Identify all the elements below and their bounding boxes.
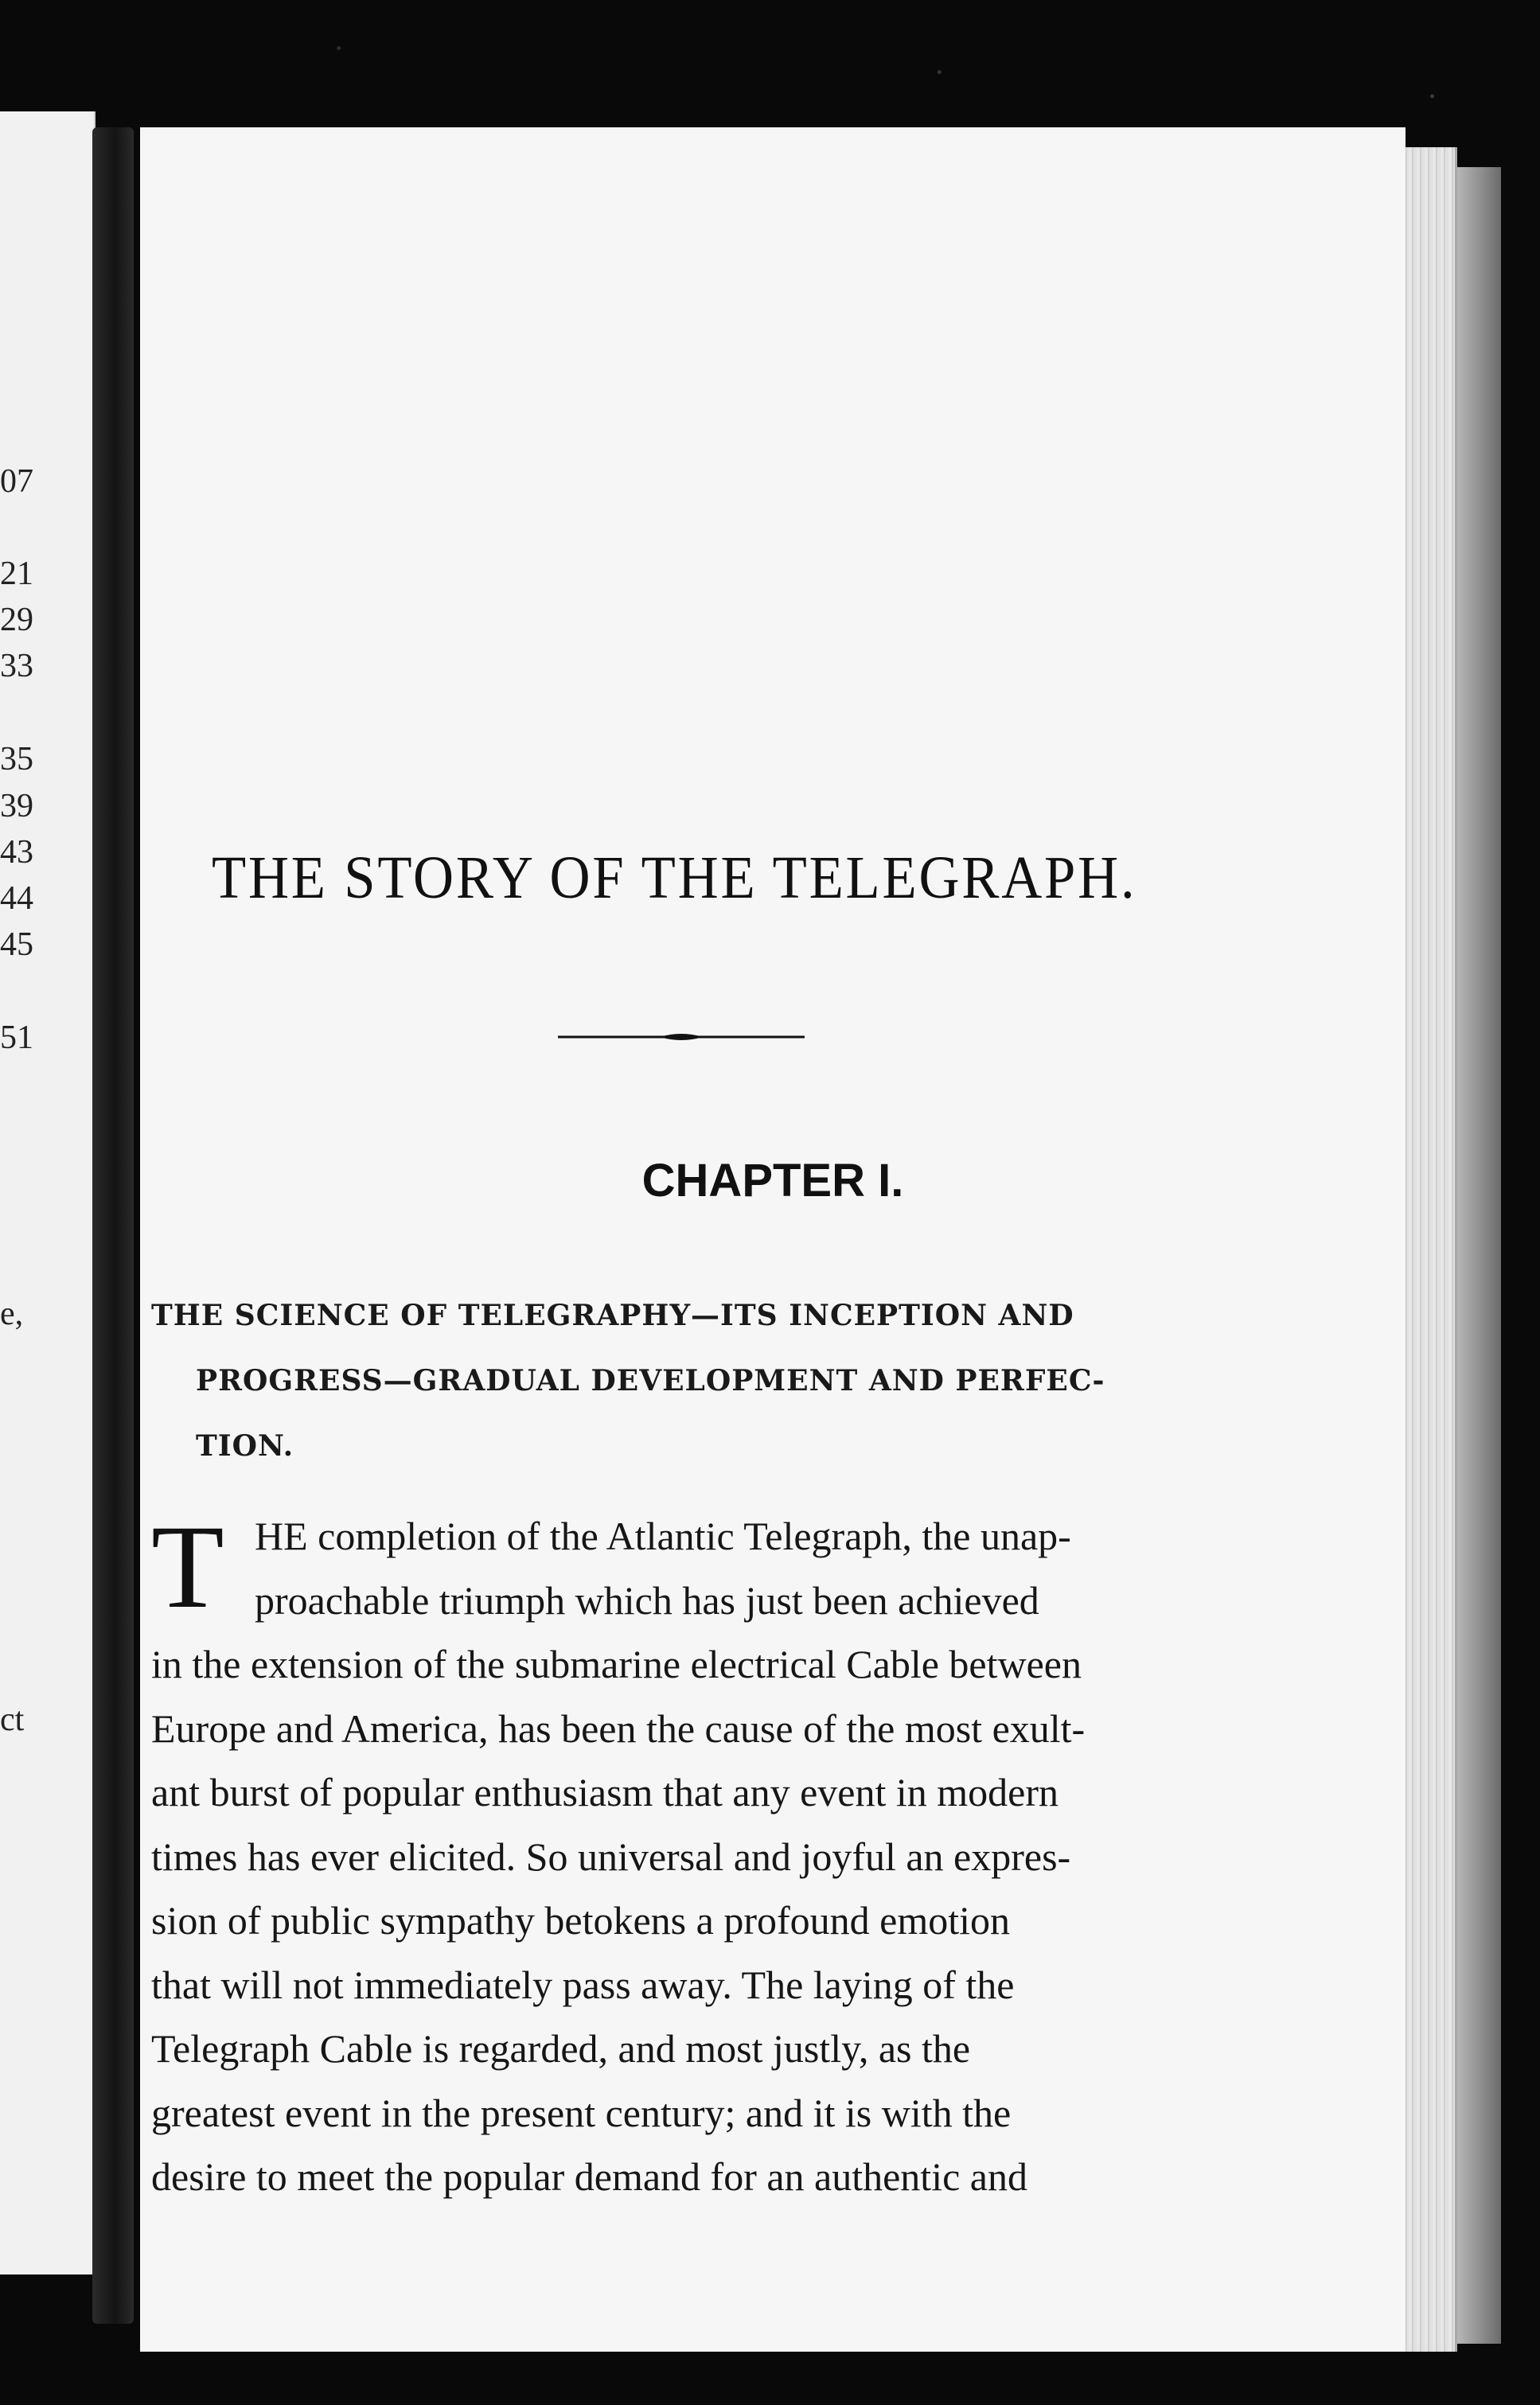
book-gutter (92, 127, 134, 2324)
book-page (140, 127, 1405, 2352)
left-page-text: 43 (0, 834, 33, 871)
body-line: times has ever elicited. So universal and joyful an expres- (151, 1834, 1071, 1879)
left-page-text: 21 (0, 555, 33, 592)
body-line: in the extension of the submarine electrical Cable between (151, 1642, 1082, 1686)
left-page-text: 33 (0, 648, 33, 684)
left-page-text: e, (0, 1296, 24, 1332)
drop-cap: T (151, 1501, 224, 1633)
summary-line: PROGRESS—GRADUAL DEVELOPMENT AND PERFEC- (196, 1364, 1105, 1397)
summary-line: TION. (196, 1429, 294, 1463)
body-line: greatest event in the present century; and it is with the (151, 2090, 1012, 2135)
page-stack-shadow (1453, 167, 1501, 2344)
book-title: THE STORY OF THE TELEGRAPH. (212, 844, 1137, 911)
body-line: ant burst of popular enthusiasm that any event in modern (151, 1770, 1059, 1814)
left-page-text: 44 (0, 880, 33, 917)
body-line: Europe and America, has been the cause of the most exult- (151, 1705, 1086, 1751)
body-line: sion of public sympathy betokens a profound emotion (151, 1898, 1011, 1943)
body-line: desire to meet the popular demand for an authentic and (151, 2154, 1027, 2199)
chapter-heading: CHAPTER I. (641, 1155, 904, 1206)
left-page-fragment (0, 111, 96, 2274)
summary-line: THE SCIENCE OF TELEGRAPHY—ITS INCEPTION AND (151, 1299, 1074, 1332)
chapter-summary (151, 1283, 1250, 1479)
title-rule-ornament (558, 1029, 805, 1045)
body-line: Telegraph Cable is regarded, and most justly, as the (151, 2026, 971, 2071)
body-line: proachable triumph which has just been achieved (255, 1577, 1039, 1623)
left-page-text: 07 (0, 463, 33, 500)
body-line: HE completion of the Atlantic Telegraph, the unap- (255, 1514, 1071, 1558)
body-text (151, 1501, 1234, 2209)
left-page-text: 29 (0, 602, 33, 638)
left-page-text: 35 (0, 741, 33, 778)
left-page-text: 39 (0, 788, 33, 824)
left-page-text: ct (0, 1701, 25, 1738)
left-page-text: 45 (0, 926, 33, 963)
body-line: that will not immediately pass away. The laying of the (151, 1962, 1015, 2007)
left-page-text: 51 (0, 1019, 33, 1056)
page-stack-edge (1401, 147, 1457, 2352)
